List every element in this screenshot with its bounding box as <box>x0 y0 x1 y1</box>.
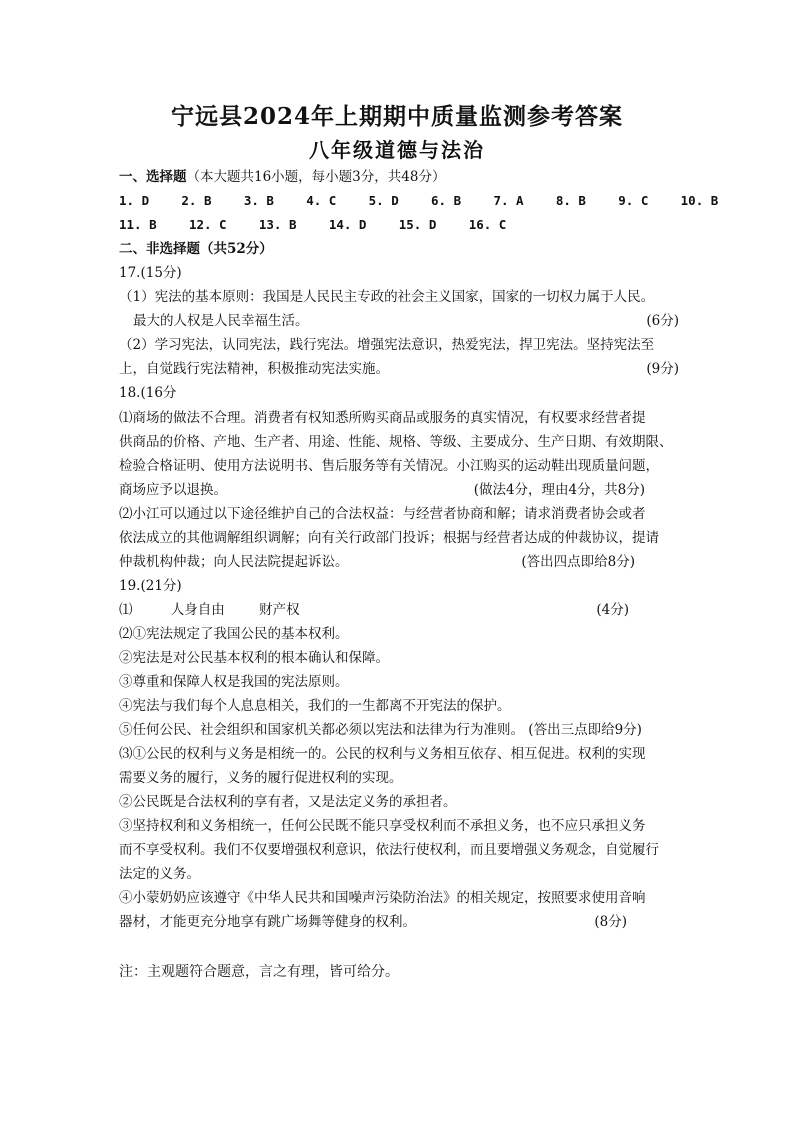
q17-part2-text: 上，自觉践行宪法精神，积极推动宪法实施。 <box>119 361 389 377</box>
q19-label: 19.(21分) <box>119 578 182 594</box>
answer-item: 9. C <box>618 193 649 208</box>
q17-part1-text: 最大的人权是人民幸福生活。 <box>133 313 309 329</box>
q18-part2-line3 <box>119 551 679 573</box>
q18-part1-score: (做法4分，理由4分，共8分) <box>473 482 645 498</box>
section2-heading: 二、非选择题（共52分） <box>119 241 273 257</box>
answer-item: 15. D <box>398 217 437 232</box>
q19-part1 <box>119 599 679 621</box>
answer-item: 8. B <box>555 193 586 208</box>
q19-part3-line5: 而不享受权利。我们不仅要增强权利意识，依法行使权利，而且要增强义务观念，自觉履行 <box>119 842 659 858</box>
answers-row-2 <box>119 214 679 236</box>
q18-part2-line2: 依法成立的其他调解组织调解；向有关行政部门投诉；根据与经营者达成的仲裁协议，提请 <box>119 530 659 546</box>
q19-part2-item3: ③尊重和保障人权是我国的宪法原则。 <box>119 674 349 690</box>
q18-part2-line1: ⑵小江可以通过以下途径维护自己的合法权益：与经营者协商和解；请求消费者协会或者 <box>119 506 646 522</box>
q17-part1-line1: （1）宪法的基本原则：我国是人民民主专政的社会主义国家，国家的一切权力属于人民。 <box>119 289 655 305</box>
q19-part2-item1: ⑵①宪法规定了我国公民的基本权利。 <box>119 626 349 642</box>
answers-row-1 <box>119 190 719 212</box>
q18-part1-line1: ⑴商场的做法不合理。消费者有权知悉所购买商品或服务的真实情况，有权要求经营者提 <box>119 410 646 426</box>
q19-part1-answer-b: 财产权 <box>259 602 300 618</box>
answer-item: 10. B <box>680 193 719 208</box>
answer-item: 4. C <box>306 193 337 208</box>
answer-item: 14. D <box>328 217 367 232</box>
q18-part2-score: (答出四点即给8分) <box>521 554 635 570</box>
q19-part3-score: (8分) <box>594 914 627 930</box>
q19-part2-score: (答出三点即给9分) <box>528 722 642 738</box>
q19-part2-item5 <box>119 719 679 741</box>
grading-note: 注：主观题符合题意，言之有理，皆可给分。 <box>119 964 399 980</box>
answer-item: 11. B <box>119 217 157 232</box>
q19-part3-line4: ③坚持权利和义务相统一，任何公民既不能只享受权利而不承担义务，也不应只承担义务 <box>119 818 646 834</box>
q19-part1-prefix: ⑴ <box>119 602 133 618</box>
q17-part2-score: (9分) <box>646 361 679 377</box>
section1-title: 一、选择题 <box>119 169 187 185</box>
q19-part3-line8 <box>119 911 679 933</box>
q19-part1-score: (4分) <box>596 602 629 618</box>
q17-part1-score: (6分) <box>646 313 679 329</box>
q18-part1-line3: 检验合格证明、使用方法说明书、售后服务等有关情况。小江购买的运动鞋出现质量问题， <box>119 458 659 474</box>
q19-part1-answer-a: 人身自由 <box>170 602 225 618</box>
page-title: 宁远县2024年上期期中质量监测参考答案 <box>170 103 623 130</box>
answer-item: 3. B <box>243 193 274 208</box>
q18-part2-text: 仲裁机构仲裁；向人民法院提起诉讼。 <box>119 554 349 570</box>
q19-part3-line2: 需要义务的履行，义务的履行促进权利的实现。 <box>119 770 403 786</box>
answer-item: 12. C <box>188 217 227 232</box>
answer-item: 1. D <box>119 193 150 208</box>
q17-part1-line2 <box>133 310 679 332</box>
answer-item: 7. A <box>493 193 524 208</box>
q18-part1-line2: 供商品的价格、产地、生产者、用途、性能、规格、等级、主要成分、生产日期、有效期限、 <box>119 434 673 450</box>
q19-part3-line7: ④小蒙奶奶应该遵守《中华人民共和国噪声污染防治法》的相关规定，按照要求使用音响 <box>119 890 646 906</box>
answer-item: 16. C <box>468 217 507 232</box>
q19-part3-line6: 法定的义务。 <box>119 866 200 882</box>
q17-part2-line2 <box>119 358 679 380</box>
q17-label: 17.(15分) <box>119 265 182 281</box>
q19-part2-item2: ②宪法是对公民基本权利的根本确认和保障。 <box>119 650 389 666</box>
q19-part3-line1: ⑶①公民的权利与义务是相统一的。公民的权利与义务相互依存、相互促进。权利的实现 <box>119 746 646 762</box>
answer-item: 2. B <box>181 193 212 208</box>
q18-part1-line4 <box>119 479 679 501</box>
section1-heading <box>119 166 679 188</box>
q19-part3-text: 器材，才能更充分地享有跳广场舞等健身的权利。 <box>119 914 416 930</box>
q18-label: 18.(16分 <box>119 385 177 401</box>
q19-part2-item4: ④宪法与我们每个人息息相关，我们的一生都离不开宪法的保护。 <box>119 698 511 714</box>
section1-note: （本大题共16小题，每小题3分，共48分） <box>186 169 446 185</box>
answer-item: 5. D <box>368 193 399 208</box>
answer-item: 6. B <box>431 193 462 208</box>
q17-part2-line1: （2）学习宪法，认同宪法，践行宪法。增强宪法意识，热爱宪法，捍卫宪法。坚持宪法至 <box>119 337 655 353</box>
page-subtitle: 八年级道德与法治 <box>309 138 485 162</box>
q18-part1-text: 商场应予以退换。 <box>119 482 227 498</box>
q19-part3-line3: ②公民既是合法权利的享有者，又是法定义务的承担者。 <box>119 794 457 810</box>
q19-part2-item5-text: ⑤任何公民、社会组织和国家机关都必须以宪法和法律为行为准则。 <box>119 722 524 738</box>
answer-item: 13. B <box>258 217 297 232</box>
